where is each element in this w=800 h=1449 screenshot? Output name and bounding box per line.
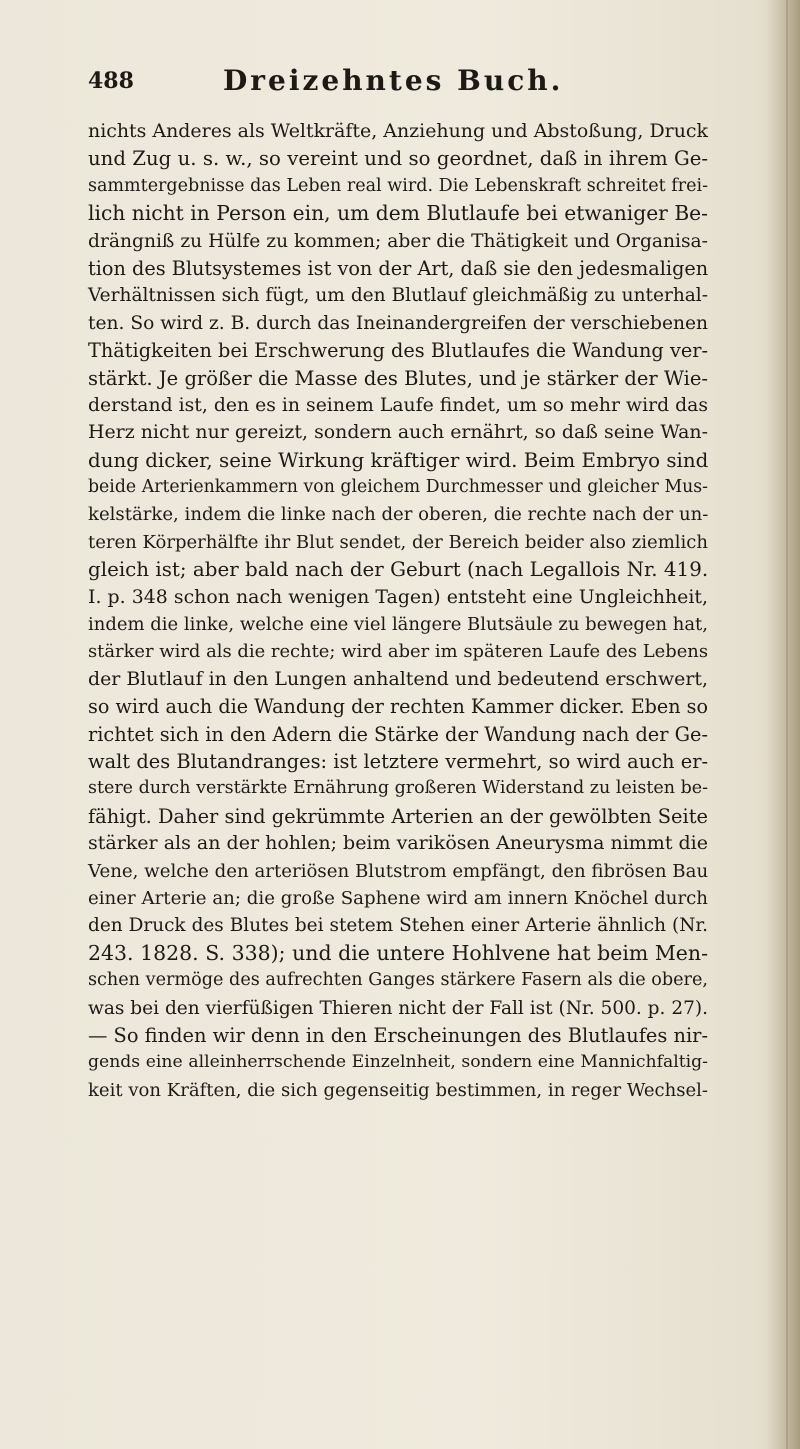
text-line: stere durch verstärkte Ernährung großeren Widerstand zu leisten be- bbox=[88, 778, 708, 799]
text-line: stärker wird als die rechte; wird aber im späteren Laufe des Lebens bbox=[88, 641, 708, 663]
text-line: gends eine alleinherrschende Einzelnheit, sondern eine Mannichfaltig- bbox=[88, 1052, 708, 1073]
text-line: 243. 1828. S. 338); und die untere Hohlvene hat beim Men- bbox=[88, 940, 708, 965]
page-header bbox=[88, 64, 698, 100]
text-line: indem die linke, welche eine viel längere Blutsäule zu bewegen hat, bbox=[88, 614, 708, 636]
text-line: — So finden wir denn in den Erscheinungen des Blutlaufes nir- bbox=[88, 1023, 708, 1047]
text-line: beide Arterienkammern von gleichem Durchmesser und gleicher Mus- bbox=[88, 477, 708, 498]
book-gutter bbox=[766, 0, 800, 1449]
text-line: ten. So wird z. B. durch das Ineinandergreifen der verschiebenen bbox=[88, 312, 708, 334]
text-line: walt des Blutandranges: ist letztere vermehrt, so wird auch er- bbox=[88, 749, 708, 773]
text-line: teren Körperhälfte ihr Blut sendet, der Bereich beider also ziemlich bbox=[88, 531, 708, 553]
page-number: 488 bbox=[88, 68, 134, 94]
text-line: kelstärke, indem die linke nach der oberen, die rechte nach der un- bbox=[88, 504, 709, 526]
running-title: Dreizehntes Buch. bbox=[223, 64, 564, 97]
text-line: keit von Kräften, die sich gegenseitig bestimmen, in reger Wechsel- bbox=[88, 1079, 708, 1101]
text-line: sammtergebnisse das Leben real wird. Die Lebenskraft schreitet frei- bbox=[88, 175, 708, 196]
text-line: fähigt. Daher sind gekrümmte Arterien an der gewölbten Seite bbox=[88, 804, 708, 828]
text-line: Thätigkeiten bei Erschwerung des Blutlaufes die Wandung ver- bbox=[88, 339, 708, 363]
text-line: Vene, welche den arteriösen Blutstrom empfängt, den fibrösen Bau bbox=[88, 860, 709, 882]
text-line: schen vermöge des aufrechten Ganges stärkere Fasern als die obere, bbox=[88, 970, 708, 991]
gutter-shadow-line bbox=[786, 0, 788, 1449]
text-line: und Zug u. s. w., so vereint und so geordnet, daß in ihrem Ge- bbox=[88, 147, 708, 171]
text-line: gleich ist; aber bald nach der Geburt (nach Legallois Nr. 419. bbox=[88, 558, 709, 582]
text-line: drängniß zu Hülfe zu kommen; aber die Thätigkeit und Organisa- bbox=[88, 230, 708, 252]
text-line: stärker als an der hohlen; beim varikösen Aneurysma nimmt die bbox=[88, 832, 708, 855]
text-line: lich nicht in Person ein, um dem Blutlaufe bei etwaniger Be- bbox=[88, 201, 708, 226]
text-line: einer Arterie an; die große Saphene wird am innern Knöchel durch bbox=[88, 887, 708, 909]
text-line: dung dicker, seine Wirkung kräftiger wird. Beim Embryo sind bbox=[88, 448, 709, 472]
text-line: was bei den vierfüßigen Thieren nicht der Fall ist (Nr. 500. p. 27). bbox=[88, 997, 708, 1019]
text-line: der Blutlauf in den Lungen anhaltend und bedeutend erschwert, bbox=[88, 667, 708, 690]
text-line: so wird auch die Wandung der rechten Kammer dicker. Eben so bbox=[88, 695, 708, 719]
text-line: I. p. 348 schon nach wenigen Tagen) entsteht eine Ungleichheit, bbox=[88, 585, 708, 608]
text-line: richtet sich in den Adern die Stärke der Wandung nach der Ge- bbox=[88, 722, 708, 746]
text-line: derstand ist, den es in seinem Laufe findet, um so mehr wird das bbox=[88, 394, 708, 416]
text-line: nichts Anderes als Weltkräfte, Anziehung und Abstoßung, Druck bbox=[88, 120, 708, 142]
text-line: tion des Blutsystemes ist von der Art, daß sie den jedesmaligen bbox=[88, 256, 709, 280]
text-line: Herz nicht nur gereizt, sondern auch ernährt, so daß seine Wan- bbox=[88, 421, 708, 444]
text-line: Verhältnissen sich fügt, um den Blutlauf gleichmäßig zu unterhal- bbox=[88, 285, 708, 307]
text-line: den Druck des Blutes bei stetem Stehen einer Arterie ähnlich (Nr. bbox=[88, 915, 708, 937]
text-line: stärkt. Je größer die Masse des Blutes, und je stärker der Wie- bbox=[88, 366, 708, 390]
body-text bbox=[88, 118, 708, 1104]
